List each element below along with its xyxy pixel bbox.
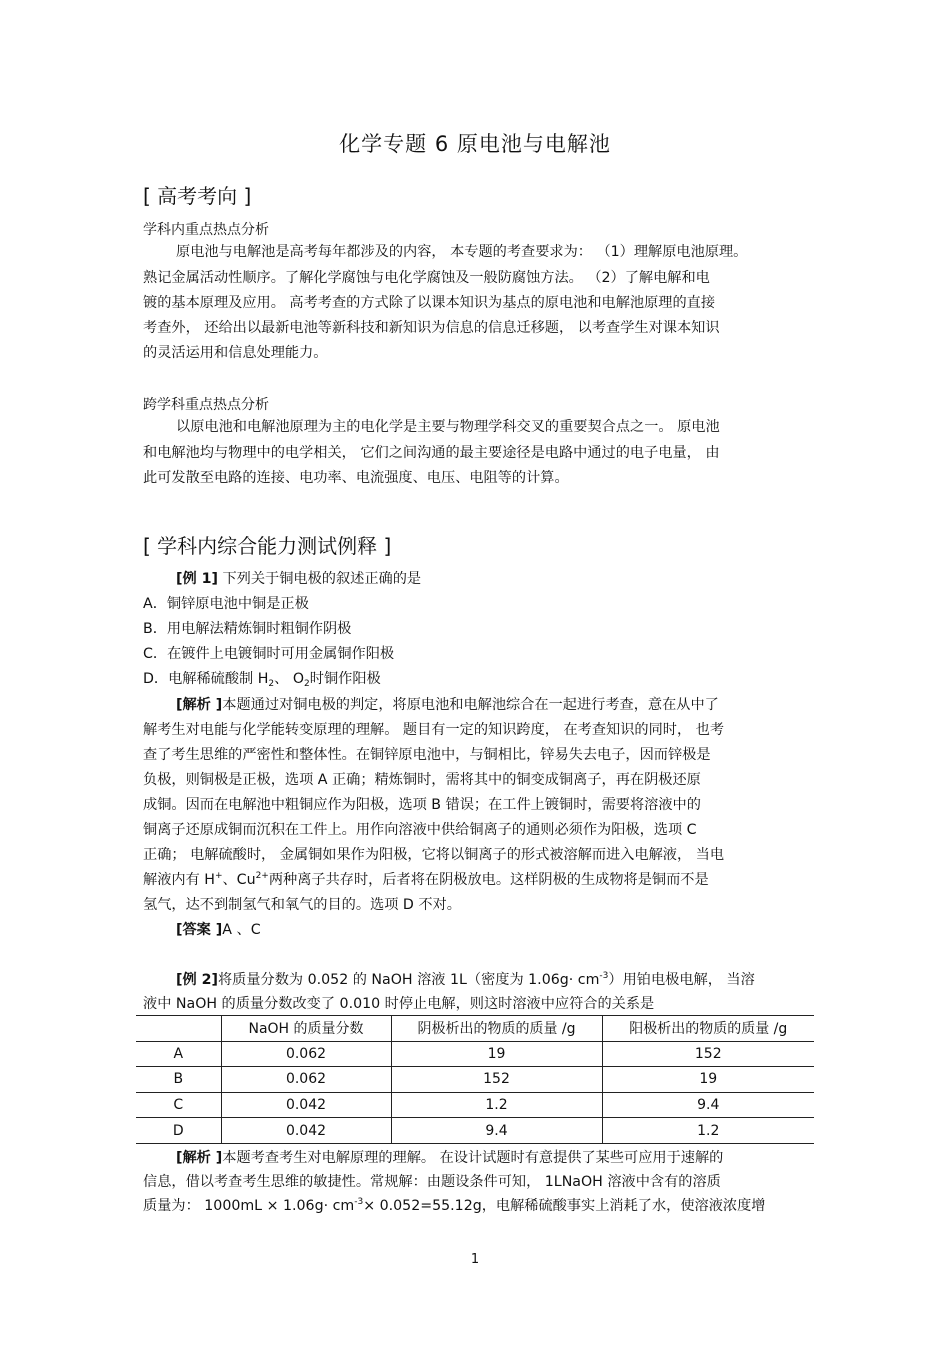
analysis-line: 负极，则铜极是正极，选项 A 正确；精炼铜时，需将其中的铜变成铜离子，再在阴极还原 [143,772,701,788]
page-number: 1 [470,1252,480,1267]
table-cell: B [136,1067,221,1093]
paragraph-line: 以原电池和电解池原理为主的电化学是主要与物理学科交叉的重要契合点之一。 原电池 [176,419,720,435]
data-table [136,1015,814,1144]
paragraph-line: 熟记金属活动性顺序。了解化学腐蚀与电化学腐蚀及一般防腐蚀方法。 （2）了解电解和电 [143,270,710,286]
paragraph-line: 原电池与电解池是高考每年都涉及的内容， 本专题的考查要求为： （1）理解原电池原理。 [176,244,748,260]
table-header-cell [136,1016,221,1042]
table-row [136,1092,814,1118]
example-2-question [176,970,755,990]
table-cell: 9.4 [602,1092,814,1118]
option-d-text: 时铜作阳极 [309,671,381,687]
paragraph-line: 的灵活运用和信息处理能力。 [143,345,328,361]
superscript: -3 [599,971,609,981]
analysis-text: × 0.052=55.12g，电解稀硫酸事实上消耗了水，使溶液浓度增 [363,1198,766,1214]
option-b: B．用电解法精炼铜时粗铜作阴极 [143,621,352,637]
paragraph-line: 和电解池均与物理中的电学相关， 它们之间沟通的最主要途径是电路中通过的电子电量， 由 [143,445,720,461]
table-cell: D [136,1118,221,1144]
table-cell: 0.062 [221,1041,391,1067]
table-cell: 1.2 [391,1092,602,1118]
subheading-cross-discipline: 跨学科重点热点分析 [143,397,269,413]
analysis-text: 质量为： 1000mL × 1.06g· cm [143,1198,355,1214]
analysis-line [143,1196,766,1216]
question-text: 将质量分数为 0.052 的 NaOH 溶液 1L（密度为 1.06g· cm [217,972,600,988]
table-cell: 19 [391,1041,602,1067]
section-heading-examples: [ 学科内综合能力测试例释 ] [143,534,392,558]
analysis-line [143,870,709,890]
table-header-row [136,1016,814,1042]
paragraph-line: 此可发散至电路的连接、电功率、电流强度、电压、电阻等的计算。 [143,470,569,486]
table-cell: 0.042 [221,1118,391,1144]
option-d-text: D．电解稀硫酸制 H [143,671,269,687]
option-d-text: 、 O [274,671,305,687]
analysis-line: 氢气，达不到制氢气和氧气的目的。选项 D 不对。 [143,897,461,913]
analysis-line: 信息，借以考查考生思维的敏捷性。常规解：由题设条件可知， 1LNaOH 溶液中含有的溶质 [143,1174,721,1190]
analysis-text: 本题考查考生对电解原理的理解。 在设计试题时有意提供了某些可应用于速解的 [222,1150,724,1166]
table-row [136,1041,814,1067]
analysis-tag: [解析 ] [176,697,223,713]
answer-tag: [答案 ] [176,922,223,938]
superscript: + [214,871,223,881]
table-cell: C [136,1092,221,1118]
table-cell: 9.4 [391,1118,602,1144]
analysis-line: 正确； 电解硫酸时， 金属铜如果作为阳极，它将以铜离子的形式被溶解而进入电解液， 当电 [143,847,725,863]
analysis-text: 解液内有 H [143,872,215,888]
table-row [136,1118,814,1144]
superscript: -3 [354,1197,364,1207]
example-1-question [176,569,421,589]
table-cell: 19 [602,1067,814,1093]
paragraph-line: 考查外， 还给出以最新电池等新科技和新知识为信息的信息迁移题， 以考查学生对课本知识 [143,320,720,336]
analysis-text: 本题通过对铜电极的判定，将原电池和电解池综合在一起进行考查，意在从中了 [222,697,719,713]
analysis-line [176,695,719,715]
analysis-text: 、Cu [222,872,256,888]
answer-text: A 、C [222,922,261,938]
subscript: 2 [268,679,275,689]
analysis-line: 铜离子还原成铜而沉积在工件上。用作向溶液中供给铜离子的通则必须作为阳极，选项 C [143,822,697,838]
analysis-line: 成铜。因而在电解池中粗铜应作为阳极，选项 B 错误；在工件上镀铜时，需要将溶液中的 [143,797,701,813]
analysis-line: 解考生对电能与化学能转变原理的理解。 题目有一定的知识跨度， 在考查知识的同时， 也考 [143,722,725,738]
table-header-cell: NaOH 的质量分数 [221,1016,391,1042]
table-header-cell: 阳极析出的物质的质量 /g [602,1016,814,1042]
option-a: A．铜锌原电池中铜是正极 [143,596,309,612]
table-cell: 1.2 [602,1118,814,1144]
table-row [136,1067,814,1093]
question-text: 下列关于铜电极的叙述正确的是 [222,571,422,587]
analysis-line [176,1148,723,1168]
analysis-tag: [解析 ] [176,1150,223,1166]
page-title: 化学专题 6 原电池与电解池 [339,132,611,156]
example-tag: [例 2] [176,972,218,988]
table-cell: A [136,1041,221,1067]
table-cell: 152 [391,1067,602,1093]
table-cell: 0.042 [221,1092,391,1118]
superscript: 2+ [255,871,269,881]
section-heading-gaokao: [ 高考考向 ] [143,184,252,208]
analysis-text: 两种离子共存时，后者将在阴极放电。这样阴极的生成物将是铜而不是 [268,872,709,888]
paragraph-line: 镀的基本原理及应用。 高考考查的方式除了以课本知识为基点的原电池和电解池原理的直接 [143,295,716,311]
analysis-line: 查了考生思维的严密性和整体性。在铜锌原电池中，与铜相比，锌易失去电子，因而锌极是 [143,747,711,763]
question-line: 液中 NaOH 的质量分数改变了 0.010 时停止电解，则这时溶液中应符合的关系是 [143,996,655,1012]
table-header-cell: 阴极析出的物质的质量 /g [391,1016,602,1042]
subheading-inner-discipline: 学科内重点热点分析 [143,222,269,238]
answer-line [176,920,261,940]
table-cell: 152 [602,1041,814,1067]
table-cell: 0.062 [221,1067,391,1093]
option-d [143,669,381,689]
question-text: ）用铂电极电解， 当溶 [608,972,755,988]
example-tag: [例 1] [176,571,218,587]
option-c: C．在镀件上电镀铜时可用金属铜作阳极 [143,646,395,662]
subscript: 2 [304,679,310,689]
